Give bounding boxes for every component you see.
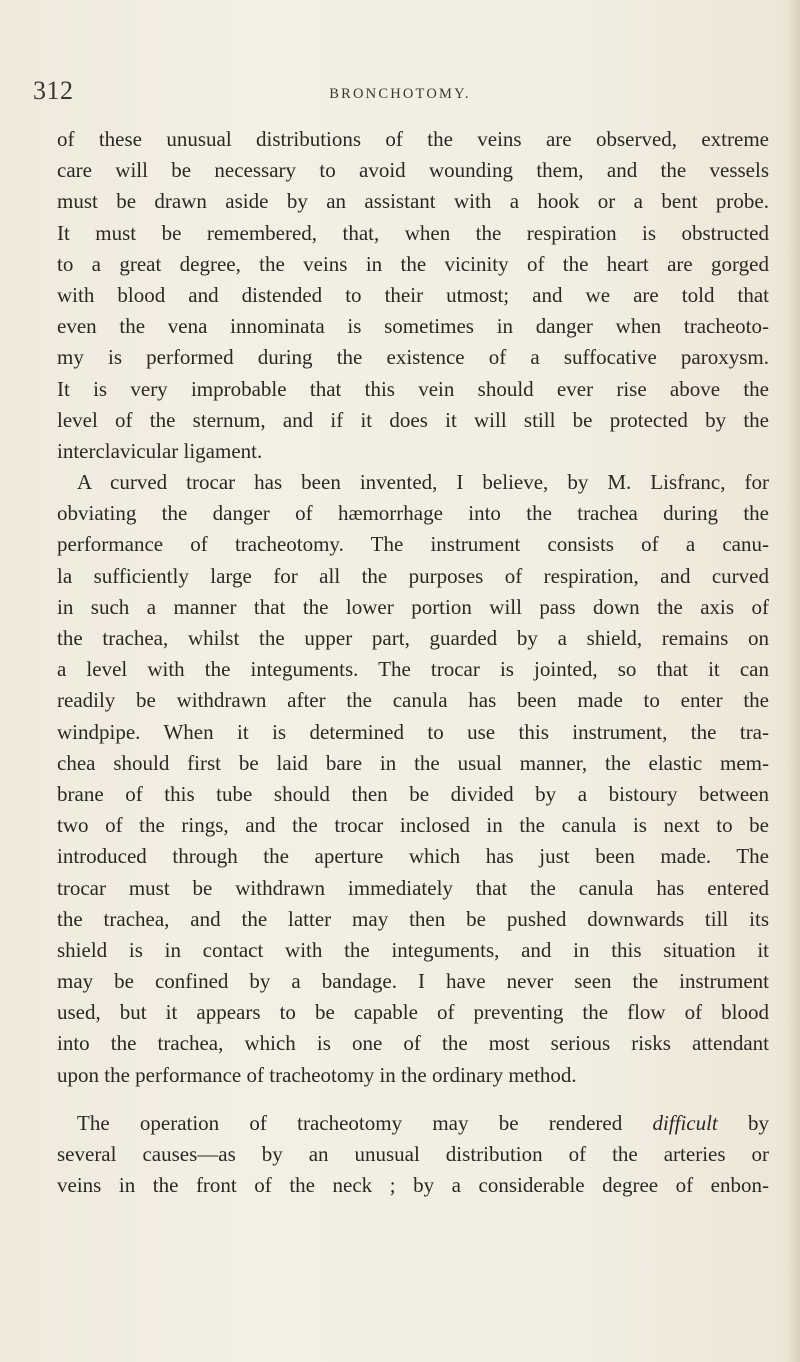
- page-number: 312: [33, 76, 74, 105]
- text-line: even the vena innominata is sometimes in danger when tracheoto-: [57, 314, 769, 339]
- text-line: la sufficiently large for all the purposes of respiration, and curved: [57, 563, 769, 588]
- text-line: level of the sternum, and if it does it will still be protected by the: [57, 407, 769, 432]
- text-line: introduced through the aperture which has just been made. The: [57, 844, 769, 869]
- text-line: the trachea, and the latter may then be pushed downwards till its: [57, 906, 769, 931]
- emphasis-text: difficult: [652, 1110, 718, 1135]
- paragraph-2: [57, 467, 769, 1091]
- text-line: readily be withdrawn after the canula has been made to enter the: [57, 688, 769, 713]
- text-run: by: [717, 1110, 769, 1135]
- text-line: [57, 1108, 769, 1139]
- text-line: with blood and distended to their utmost; and we are told that: [57, 282, 769, 307]
- running-head: BRONCHOTOMY.: [329, 86, 471, 102]
- body-text: [57, 124, 769, 1201]
- text-line: of these unusual distributions of the veins are observed, extreme: [57, 127, 769, 151]
- text-line: care will be necessary to avoid wounding them, and the vessels: [57, 158, 769, 183]
- paragraph-spacer: [57, 1091, 769, 1108]
- text-line: veins in the front of the neck ; by a considerable degree of enbon-: [57, 1173, 769, 1198]
- paragraph-3: [57, 1108, 769, 1202]
- text-line: It must be remembered, that, when the respiration is obstructed: [57, 220, 769, 245]
- text-line: upon the performance of tracheotomy in the ordinary method.: [57, 1062, 577, 1087]
- text-line: performance of tracheotomy. The instrument consists of a canu-: [57, 532, 769, 557]
- text-line: several causes—as by an unusual distribution of the arteries or: [57, 1142, 769, 1166]
- text-line: in such a manner that the lower portion will pass down the axis of: [57, 594, 769, 619]
- text-line: into the trachea, which is one of the most serious risks attendant: [57, 1031, 769, 1056]
- text-line: my is performed during the existence of a suffocative paroxysm.: [57, 345, 769, 370]
- paragraph-1: [57, 124, 769, 467]
- text-line: It is very improbable that this vein should ever rise above the: [57, 376, 769, 401]
- text-line: the trachea, whilst the upper part, guarded by a shield, remains on: [57, 626, 769, 650]
- text-line: to a great degree, the veins in the vicinity of the heart are gorged: [57, 251, 769, 276]
- text-line: windpipe. When it is determined to use this instrument, the tra-: [57, 719, 769, 744]
- page-edge-shadow: [786, 0, 800, 1362]
- text-line: trocar must be withdrawn immediately that the canula has entered: [57, 875, 769, 900]
- text-line: chea should first be laid bare in the usual manner, the elastic mem-: [57, 750, 769, 775]
- text-line: A curved trocar has been invented, I believe, by M. Lisfranc, for: [77, 470, 769, 495]
- text-line: a level with the integuments. The trocar is jointed, so that it can: [57, 657, 769, 682]
- text-line: shield is in contact with the integuments, and in this situation it: [57, 937, 769, 962]
- text-line: obviating the danger of hæmorrhage into the trachea during the: [57, 501, 769, 526]
- text-line: brane of this tube should then be divided by a bistoury between: [57, 781, 769, 806]
- text-line: used, but it appears to be capable of preventing the flow of blood: [57, 1000, 769, 1025]
- text-run: The operation of tracheotomy may be rendered: [77, 1110, 653, 1135]
- text-line: may be confined by a bandage. I have never seen the instrument: [57, 969, 769, 994]
- text-line: must be drawn aside by an assistant with a hook or a bent probe.: [57, 189, 769, 214]
- text-line: two of the rings, and the trocar inclosed in the canula is next to be: [57, 813, 769, 838]
- text-line: interclavicular ligament.: [57, 438, 263, 463]
